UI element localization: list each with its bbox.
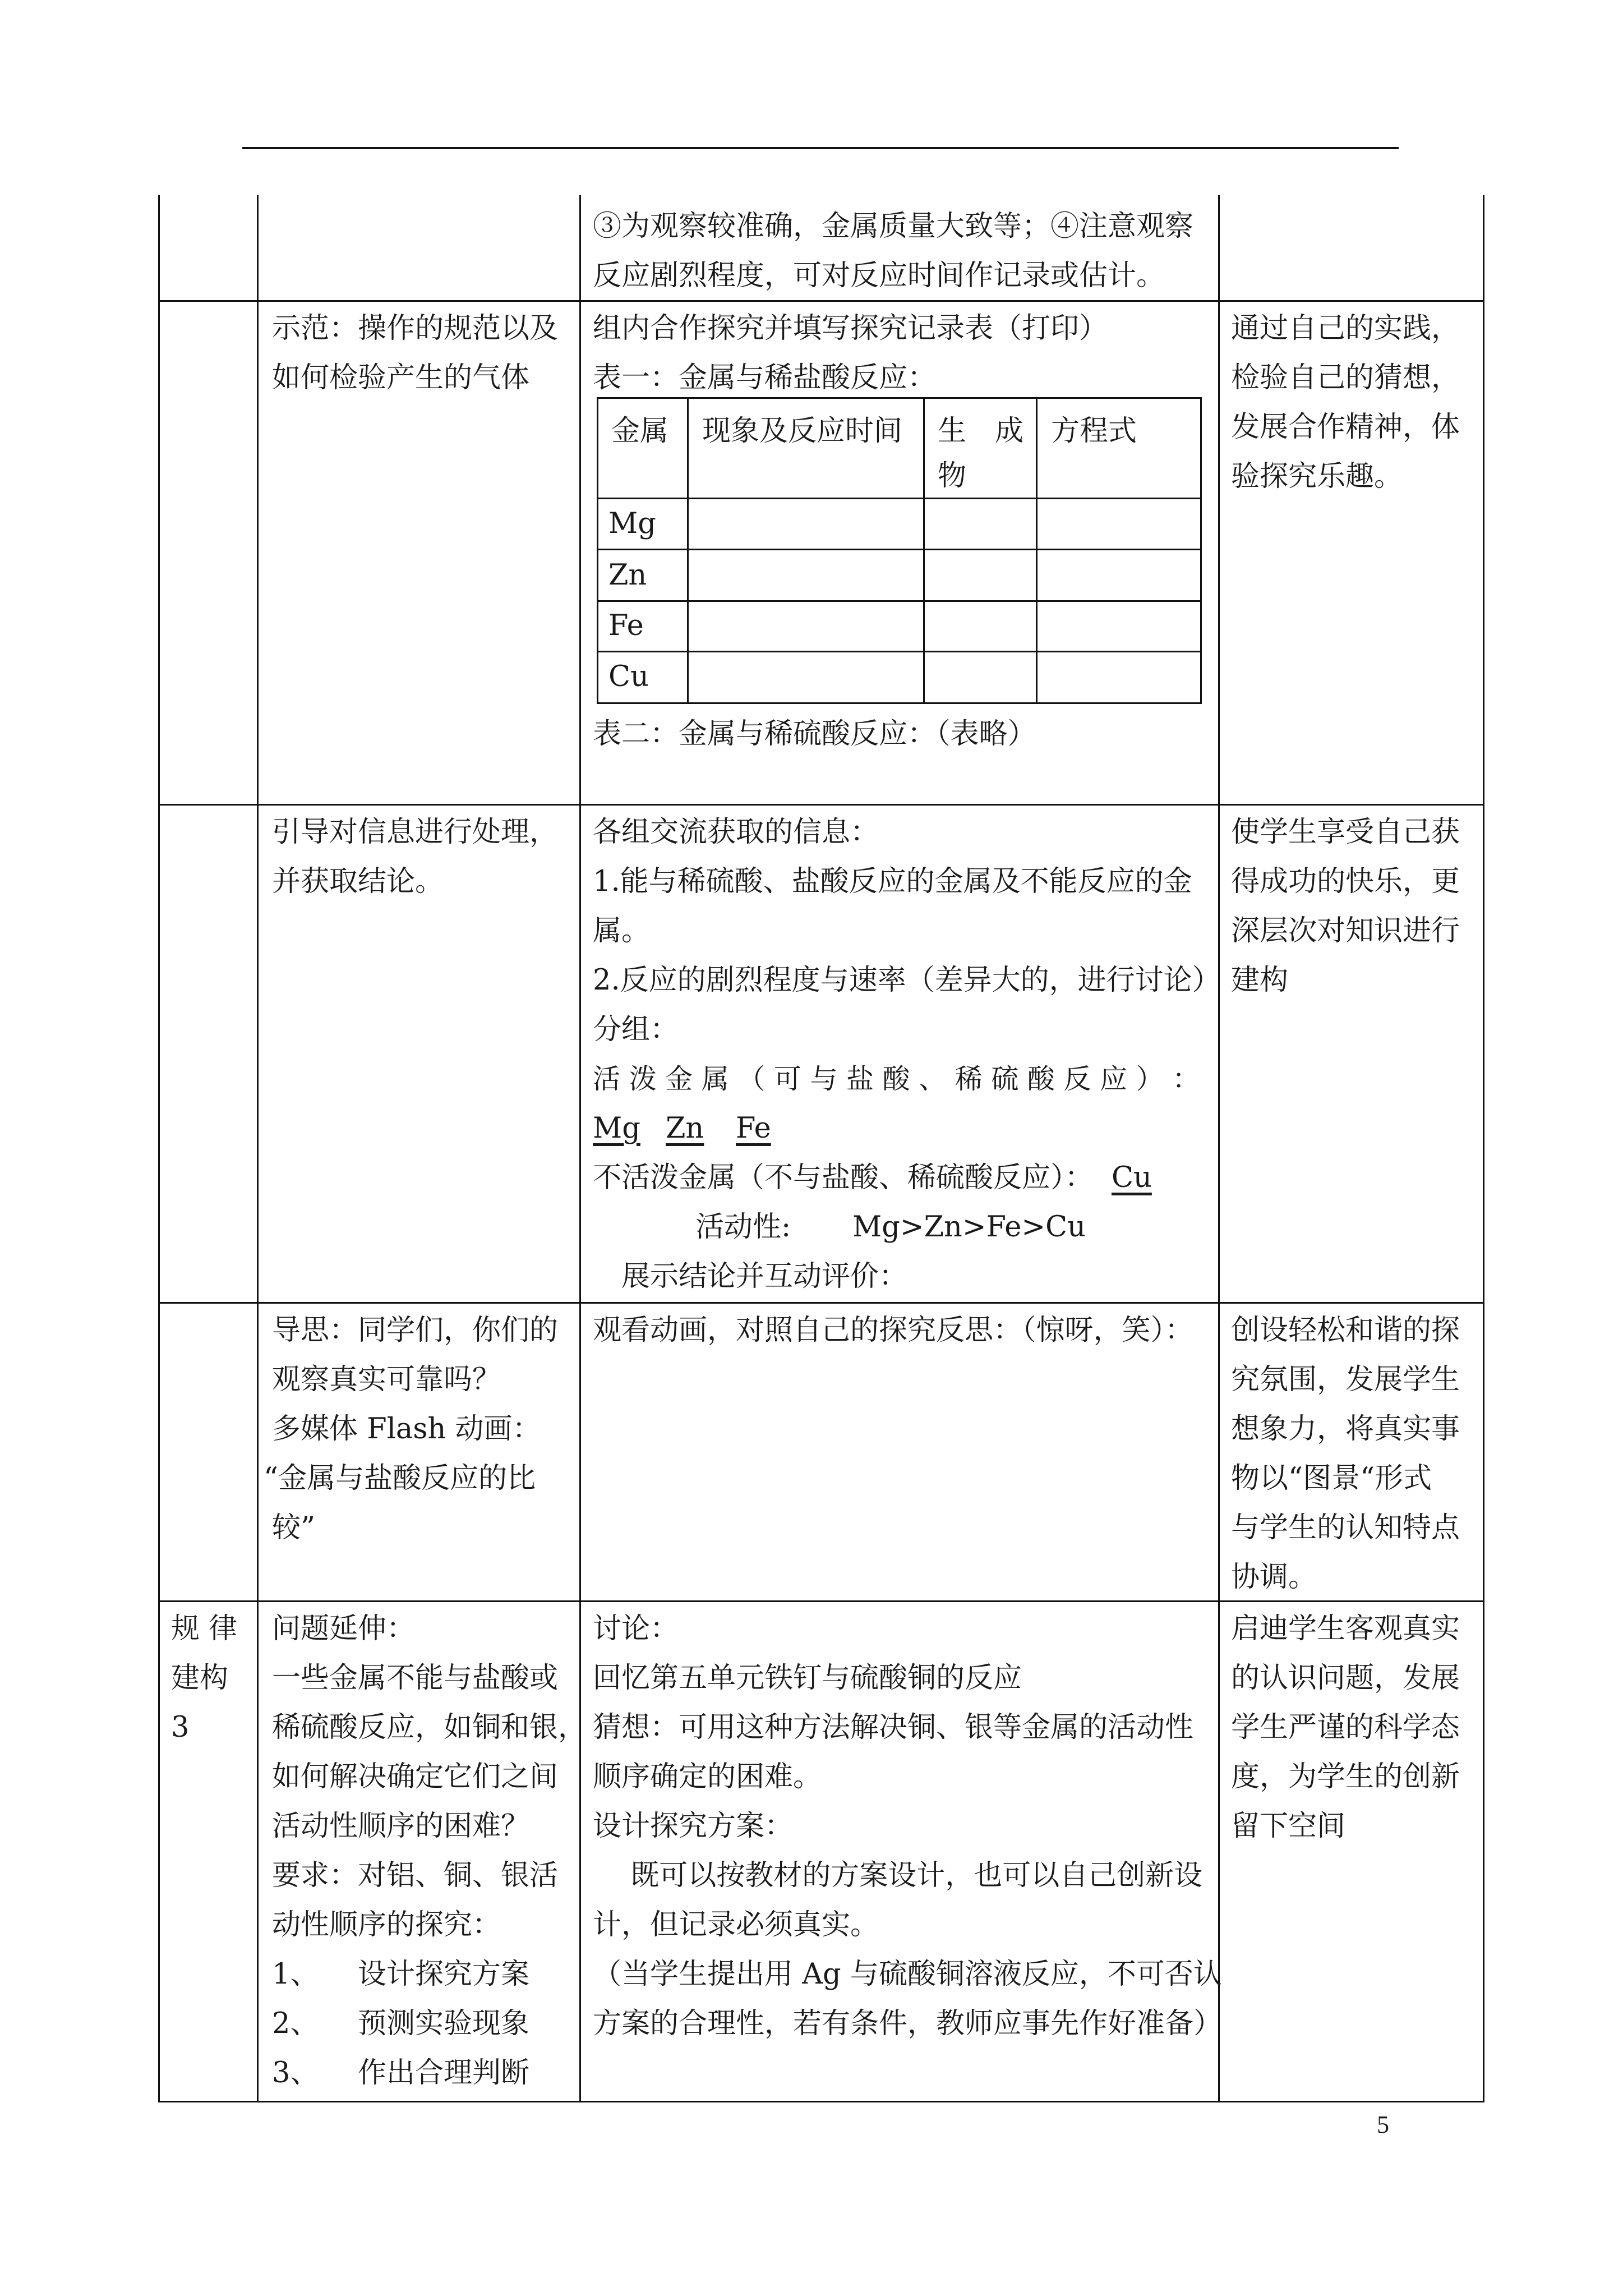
activity-order: Mg>Zn>Fe>Cu	[852, 1211, 1086, 1244]
row3-student-line2: 1.能与稀硫酸、盐酸反应的金属及不能反应的金	[593, 865, 1192, 898]
requirement-text-2: 预测实验现象	[358, 2007, 530, 2040]
table2-title: 表二：金属与稀硫酸反应：（表略）	[593, 717, 1036, 751]
requirement-num-1: 1、	[272, 1958, 319, 1991]
row3-intent-line4: 建构	[1231, 964, 1289, 997]
row3-student-line5: 分组：	[593, 1013, 679, 1046]
row5-student-line5: 设计探究方案：	[593, 1810, 794, 1843]
record-row-zn: Zn	[608, 559, 647, 592]
row2-intent-line1: 通过自己的实践，	[1231, 312, 1460, 345]
row2-teacher-line1: 示范：操作的规范以及	[272, 312, 559, 345]
record-table-row-rule-2	[597, 600, 1202, 602]
requirement-num-3: 3、	[272, 2056, 319, 2090]
stage-label-line1: 规 律	[171, 1612, 238, 1645]
row5-student-line8: （当学生提出用 Ag 与硫酸铜溶液反应，不可否认	[593, 1958, 1222, 1991]
record-header-equation: 方程式	[1051, 415, 1137, 448]
row4-student-line: 观看动画，对照自己的探究反思：（惊呀，笑）：	[593, 1314, 1194, 1347]
record-table-border-bottom	[597, 702, 1202, 704]
row4-intent-line6: 协调。	[1231, 1561, 1317, 1594]
table1-title: 表一：金属与稀盐酸反应：	[593, 361, 937, 394]
table-divider-col2	[579, 195, 581, 2102]
row2-student-line1: 组内合作探究并填写探究记录表（打印）	[593, 312, 1108, 345]
row5-intent-line5: 留下空间	[1231, 1810, 1346, 1843]
requirement-num-2: 2、	[272, 2007, 319, 2040]
row-separator-3	[158, 1302, 1484, 1304]
row5-student-line6: 既可以按教材的方案设计，也可以自己创新设	[593, 1859, 1203, 1892]
row2-intent-line2: 检验自己的猜想，	[1231, 361, 1460, 394]
row4-intent-line1: 创设轻松和谐的探	[1231, 1314, 1460, 1347]
record-table-border-left	[597, 397, 598, 704]
row5-intent-line1: 启迪学生客观真实	[1231, 1612, 1460, 1645]
requirement-text-3: 作出合理判断	[358, 2056, 530, 2090]
row1-notes-line1: ③为观察较准确，金属质量大致等；④注意观察	[593, 210, 1194, 243]
activity-label: 活动性:	[695, 1211, 791, 1244]
table-border-right	[1483, 195, 1484, 2102]
row5-teacher-line3: 稀硫酸反应，如铜和银，	[272, 1711, 587, 1744]
page-number: 5	[1377, 2111, 1389, 2138]
row1-notes-line2: 反应剧烈程度，可对反应时间作记录或估计。	[593, 259, 1165, 292]
record-table-col-divider-1	[687, 397, 689, 704]
record-table-row-rule-1	[597, 549, 1202, 550]
row5-student-line4: 顺序确定的困难。	[593, 1760, 822, 1793]
row3-intent-line1: 使学生享受自己获	[1231, 816, 1460, 849]
header-rule	[242, 147, 1399, 149]
row3-student-line4: 2.反应的剧烈程度与速率（差异大的，进行讨论）	[593, 964, 1221, 997]
record-table-border-top	[597, 397, 1202, 399]
inactive-metal-cu: Cu	[1112, 1161, 1152, 1194]
row5-student-line1: 讨论：	[593, 1612, 679, 1645]
row4-intent-line2: 究氛围，发展学生	[1231, 1363, 1460, 1396]
record-table-header-rule	[597, 498, 1202, 499]
row2-intent-line3: 发展合作精神，体	[1231, 411, 1460, 444]
stage-label-line2: 建构	[171, 1662, 229, 1695]
record-header-product: 生 成	[938, 415, 1024, 448]
table-divider-col3	[1218, 195, 1220, 2102]
row4-intent-line3: 想象力，将真实事	[1231, 1412, 1460, 1446]
row5-student-line9: 方案的合理性，若有条件，教师应事先作好准备）	[593, 2007, 1223, 2040]
row3-student-line1: 各组交流获取的信息：	[593, 816, 879, 849]
row5-student-line7: 计，但记录必须真实。	[593, 1908, 879, 1941]
table-border-left	[158, 195, 160, 2102]
row4-teacher-line2: 观察真实可靠吗？	[272, 1363, 501, 1396]
row5-intent-line2: 的认识问题，发展	[1231, 1662, 1460, 1695]
table-border-bottom	[158, 2101, 1484, 2102]
row4-teacher-line1: 导思：同学们，你们的	[272, 1314, 559, 1347]
row5-teacher-line6: 要求：对铝、铜、银活	[272, 1859, 559, 1892]
row4-intent-line4: 物以“图景“形式	[1231, 1462, 1432, 1495]
show-conclusion: 展示结论并互动评价：	[621, 1260, 908, 1293]
row2-teacher-line2: 如何检验产生的气体	[272, 361, 530, 394]
active-metal-fe: Fe	[736, 1112, 771, 1145]
record-table-col-divider-2	[923, 397, 925, 704]
row3-teacher-line1: 引导对信息进行处理，	[272, 816, 559, 849]
record-header-phenomenon: 现象及反应时间	[702, 415, 903, 448]
record-row-cu: Cu	[608, 660, 649, 693]
row4-teacher-line5: 较”	[272, 1511, 316, 1544]
row3-intent-line3: 深层次对知识进行	[1231, 914, 1460, 947]
active-metal-mg: Mg	[593, 1112, 640, 1145]
row4-teacher-line3: 多媒体 Flash 动画：	[272, 1412, 541, 1446]
record-table-border-right	[1200, 397, 1202, 704]
row4-teacher-line4: “金属与盐酸反应的比	[264, 1462, 536, 1495]
record-table-row-rule-3	[597, 651, 1202, 652]
row2-intent-line4: 验探究乐趣。	[1231, 460, 1403, 493]
requirement-text-1: 设计探究方案	[358, 1958, 530, 1991]
row3-teacher-line2: 并获取结论。	[272, 865, 444, 898]
row5-intent-line4: 度，为学生的创新	[1231, 1760, 1460, 1793]
active-metal-zn: Zn	[666, 1112, 704, 1145]
active-metals-label: 活 泼 金 属 （ 可 与 盐 酸 、 稀 硫 酸 反 应 ） ：	[593, 1063, 1200, 1095]
row5-student-line3: 猜想：可用这种方法解决铜、银等金属的活动性	[593, 1711, 1194, 1744]
row5-student-line2: 回忆第五单元铁钉与硫酸铜的反应	[593, 1662, 1022, 1695]
row3-intent-line2: 得成功的快乐，更	[1231, 865, 1460, 898]
row-separator-2	[158, 804, 1484, 806]
record-row-fe: Fe	[608, 609, 644, 642]
stage-label-line3: 3	[171, 1711, 190, 1744]
inactive-metals-label: 不活泼金属（不与盐酸、稀硫酸反应）：	[593, 1161, 1094, 1194]
row5-teacher-line1: 问题延伸：	[272, 1612, 416, 1645]
row5-intent-line3: 学生严谨的科学态	[1231, 1711, 1460, 1744]
row5-teacher-line7: 动性顺序的探究：	[272, 1908, 501, 1941]
table-divider-col1	[257, 195, 259, 2102]
record-header-product-cont: 物	[938, 459, 967, 493]
row3-student-line3: 属。	[593, 914, 651, 947]
row5-teacher-line2: 一些金属不能与盐酸或	[272, 1662, 559, 1695]
row5-teacher-line5: 活动性顺序的困难？	[272, 1810, 530, 1843]
row4-intent-line5: 与学生的认知特点	[1231, 1511, 1460, 1544]
record-row-mg: Mg	[608, 507, 656, 540]
record-table-col-divider-3	[1036, 397, 1038, 704]
row5-teacher-line4: 如何解决确定它们之间	[272, 1760, 559, 1793]
record-header-metal: 金属	[611, 415, 669, 448]
